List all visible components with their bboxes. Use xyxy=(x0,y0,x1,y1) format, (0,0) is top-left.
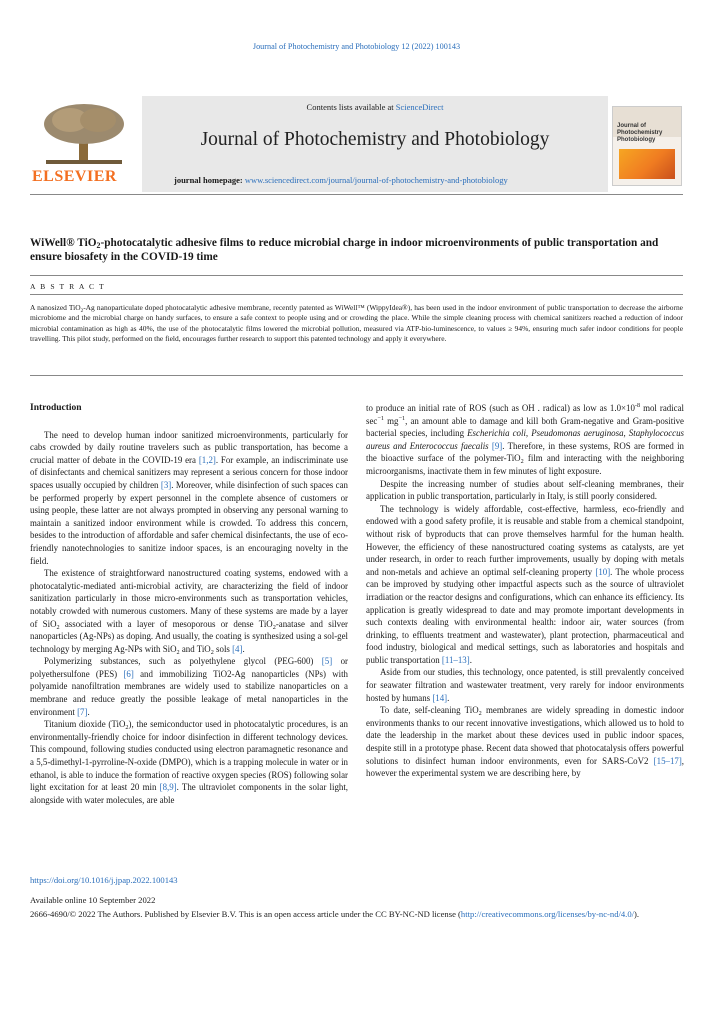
subscript: 2 xyxy=(272,623,276,631)
subscript: 2 xyxy=(210,648,214,656)
citation-link[interactable]: [7] xyxy=(77,706,88,717)
subscript: 2 xyxy=(125,724,129,732)
subscript: 2 xyxy=(56,623,60,631)
text-run: The need to develop human indoor sanitized microenvironments, particularly for cabs crowded by daily routine travelers such as public transportation, has become a crucial matter of debate in the COVID-19 era xyxy=(30,429,348,465)
text-run: Aside from our studies, this technology, once patented, is still prevalently conceived for seawater filtration and wastewater treatment, very rarely for indoor environments hosted by humans xyxy=(366,667,684,703)
text-run: -anatase and silver nanoparticles (Ag-NPs) as doping. And usually, the coating is synthesized using a sol-gel technology by merging Ag-NPs with SiO xyxy=(30,618,348,654)
citation-link[interactable]: [15–17] xyxy=(653,755,682,766)
text-run: . xyxy=(242,643,245,654)
citation-link[interactable]: [9] xyxy=(491,440,503,451)
text-run: . xyxy=(87,706,90,717)
journal-title: Journal of Photochemistry and Photobiology xyxy=(200,129,550,150)
license-link[interactable]: http://creativecommons.org/licenses/by-nc-nd/4.0/ xyxy=(460,909,635,919)
journal-reference[interactable]: Journal of Photochemistry and Photobiology 12 (2022) 100143 xyxy=(252,42,461,51)
title-text: WiWell® TiO xyxy=(30,237,97,249)
text-run: associated with a layer of mesoporous or dense TiO xyxy=(59,618,273,629)
text-run: . xyxy=(447,692,450,703)
abstract-end-divider xyxy=(30,375,683,376)
abstract-text xyxy=(30,303,683,345)
elsevier-tree-icon xyxy=(40,102,128,166)
citation-link[interactable]: [8,9] xyxy=(159,782,177,793)
cover-image xyxy=(619,149,675,179)
text-run: membranes are widely spreading in domestic indoor environments thanks to our recent innovative investigations, which allowed us to hold to date the leadership in the market about these devices used in public indoor spaces, despite still in a prototype phase. Recent data showed that photocatalysis offers powerful solutions to disinfect human indoor environments, even for SARS-CoV2 xyxy=(366,705,684,766)
body-column-left xyxy=(30,402,348,806)
text-run: mg xyxy=(383,415,399,426)
header-divider xyxy=(30,194,683,195)
body-paragraph xyxy=(366,503,684,667)
citation-link[interactable]: [10] xyxy=(595,566,611,577)
text-run: . Therefore, in these systems, ROS are formed in the bioactive surface of the polymer-TiO xyxy=(366,440,684,464)
text-run: or polyethersulfone (PES) xyxy=(30,656,349,679)
text-run: -Ag nanoparticulate doped photocatalytic adhesive membrane, recently patented as WiWell™ (WippyIdea®), has been used in the indoor environment of public transportation to decrease the airborne microbiome and the microbial charge on handy surfaces, to ensure a safe context to people using and or crowding the place. While the simple cleaning process with chemical sanitizers reached a reduction of indoor microbial contamination as high as 40%, the use of the photocatalytic films lowered the microbial pollution, measured via ATP-bio-luminescence, to values ≥ 94%, ensuring much safer indoor conditions for people travelling. This pilot study, performed on the field, encourages further research to support this patented technology and apply it everywhere. xyxy=(30,303,683,344)
copyright-notice xyxy=(30,908,683,921)
text-run: and immobilizing TiO2-Ag nanoparticles (NPs) with polyamide nanofiltration membranes are widely used to stabilize nanoparticles on a membrane and reduce greatly the possible leakage of metal nanoparticles in the environment xyxy=(30,668,348,717)
publisher-name: ELSEVIER xyxy=(32,168,117,185)
text-run: ), the semiconductor used in photocatalytic procedures, is an environmentally-friendly choice for indoor disinfection in different technology devices. This compound, following studies conducted using electron paramagnetic resonance and a 5,5-dimethyl-1-pyrroline-N-oxide (DMPO), which is a trapping molecule in water or in ethanol, is able to induce the formation of reactive oxygen species (ROS) following solar light excitation for at least 20 min xyxy=(30,719,348,793)
text-run: . For example, an indiscriminate use of disinfectants and chemical sanitizers may represent a serious concern for those indoor spaces usually occupied by children xyxy=(30,454,348,490)
citation-link[interactable]: [5] xyxy=(321,656,333,667)
text-run: Polymerizing substances, such as polyethylene glycol (PEG-600) xyxy=(44,656,322,667)
elsevier-logo[interactable] xyxy=(30,102,138,188)
citation-link[interactable]: [4] xyxy=(232,643,243,654)
text-run: A nanosized TiO xyxy=(30,303,81,312)
text-run: to produce an initial rate of ROS (such as OH . radical) as low as 1.0×10 xyxy=(366,403,635,413)
text-run: . The ultraviolet components in the solar light, alongside with water molecules, are able xyxy=(30,782,348,805)
subscript: 2 xyxy=(176,648,180,656)
body-paragraph xyxy=(366,666,684,704)
abstract-label-divider xyxy=(30,294,683,295)
body-paragraph xyxy=(30,429,348,568)
text-run: Titanium dioxide (TiO xyxy=(44,719,126,730)
journal-cover-thumbnail[interactable] xyxy=(612,106,682,186)
text-run: Despite the increasing number of studies about self-cleaning membranes, their application in public transportation, particularly in Italy, is still poorly considered. xyxy=(366,478,684,502)
cover-line: Journal of xyxy=(617,123,647,129)
body-paragraph xyxy=(30,655,348,718)
body-paragraph xyxy=(366,478,684,503)
text-run: The technology is widely affordable, cost-effective, harmless, eco-friendly and endowed with a good safety profile, it is reusable and stable from a chemical standpoint, without risk of byproducts that can prove themselves harmful for the human health. However, the efficiency of these nanostructured coating systems as catalysts, are yet under research, in order to reach further improvements, usually by doping with metals and non-metals and achieve an optimal self-cleaning property xyxy=(366,503,684,577)
text-run: . Moreover, while disinfection of such spaces can be performed properly by expert personnel in the complete absence of customers or using people, these latter are not always prompted in observing any personal warning to maintain a sanitized indoor environment while is crowded. To address this concern, besides to the introduction of affordable and safer chemical disinfectants, the use of eco-friendly nanotechnologies to sanitize indoor spaces, is an encouraging novelty in the field. xyxy=(30,479,348,566)
cover-title xyxy=(617,123,662,144)
citation-link[interactable]: [3] xyxy=(160,479,172,490)
superscript: −1 xyxy=(398,414,406,422)
superscript: −1 xyxy=(377,414,384,422)
text-run: . The whole process can be improved by studying other impactful aspects such as the source of ultraviolet irradiation or the reactor designs and configurations, which can enhance its efficiency. Its application is greatly widespread to date and may promote important developments in such contexts dealing with environmental health: indoor air, water sources (from drinking, to effluents treatment and wastewater), plant protection, pharmaceutical and food industry, biological and medical settings, such as laboratories and hospitals and public transportation xyxy=(366,566,684,665)
abstract-divider xyxy=(30,275,683,276)
copyright-text: ). xyxy=(634,909,640,919)
citation-link[interactable]: [11–13] xyxy=(441,654,470,665)
article-title xyxy=(30,236,683,264)
journal-banner xyxy=(142,96,608,192)
subscript: 2 xyxy=(80,308,84,314)
journal-masthead xyxy=(24,96,690,192)
citation-link[interactable]: [1,2] xyxy=(198,454,216,465)
text-run: film and interacting with the neighboring microorganisms, inactivate them in few minutes of light exposure. xyxy=(366,453,685,476)
journal-homepage xyxy=(174,175,508,185)
title-text: -photocatalytic adhesive films to reduce microbial charge in indoor microenvironments of public transportation and ensure biosafety in the COVID-19 time xyxy=(30,237,659,263)
text-run: . xyxy=(469,654,472,665)
sciencedirect-link[interactable]: ScienceDirect xyxy=(395,102,444,112)
text-run: , an amount able to damage and kill both Gram-negative and Gram-positive bacterial species, including xyxy=(366,415,684,439)
text-run: and TiO xyxy=(179,643,211,654)
copyright-text: 2666-4690/© 2022 The Authors. Published by Elsevier B.V. This is an open access article under the CC BY-NC-ND license ( xyxy=(30,909,461,919)
section-heading-introduction: Introduction xyxy=(30,403,82,413)
body-paragraph xyxy=(366,704,684,780)
citation-link[interactable]: [14] xyxy=(432,692,448,703)
homepage-link[interactable]: www.sciencedirect.com/journal/journal-of-photochemistry-and-photobiology xyxy=(244,175,508,185)
body-paragraph xyxy=(30,567,348,655)
title-subscript: 2 xyxy=(96,241,101,250)
citation-link[interactable]: [6] xyxy=(123,668,134,679)
body-paragraph xyxy=(366,402,684,478)
available-online-date: Available online 10 September 2022 xyxy=(30,895,156,905)
abstract-label: A B S T R A C T xyxy=(30,282,106,291)
body-paragraph xyxy=(30,718,348,806)
contents-line xyxy=(142,102,608,112)
cover-line: Photobiology xyxy=(617,137,656,143)
text-run: mol radical sec xyxy=(366,403,684,426)
superscript: -8 xyxy=(634,402,641,410)
subscript: 2 xyxy=(478,710,482,718)
text-run: The existence of straightforward nanostructured coating systems, endowed with a photocatalytic-mediated anti-microbial activity, are characterizing the field of indoor sanitization particularly in those micro-environments such as transportation vehicles, notably crowded with numerous customers. Many of these systems are made by a layer of SiO xyxy=(30,568,348,629)
subscript: 2 xyxy=(520,458,524,466)
body-column-right xyxy=(366,402,684,780)
italic-text: Escherichia coli, Pseudomonas aeruginosa, Staphylococcus aureus and Enterococcus faecalis xyxy=(366,428,684,451)
cover-line: Photochemistry xyxy=(617,130,663,136)
homepage-label: journal homepage: xyxy=(174,175,245,185)
text-run: , however the experimental system we are describing here, by xyxy=(366,755,684,779)
contents-prefix: Contents lists available at xyxy=(306,102,396,112)
doi-link[interactable]: https://doi.org/10.1016/j.jpap.2022.100143 xyxy=(30,875,178,885)
text-run: sols xyxy=(213,643,233,654)
text-run: To date, self-cleaning TiO xyxy=(380,705,479,716)
